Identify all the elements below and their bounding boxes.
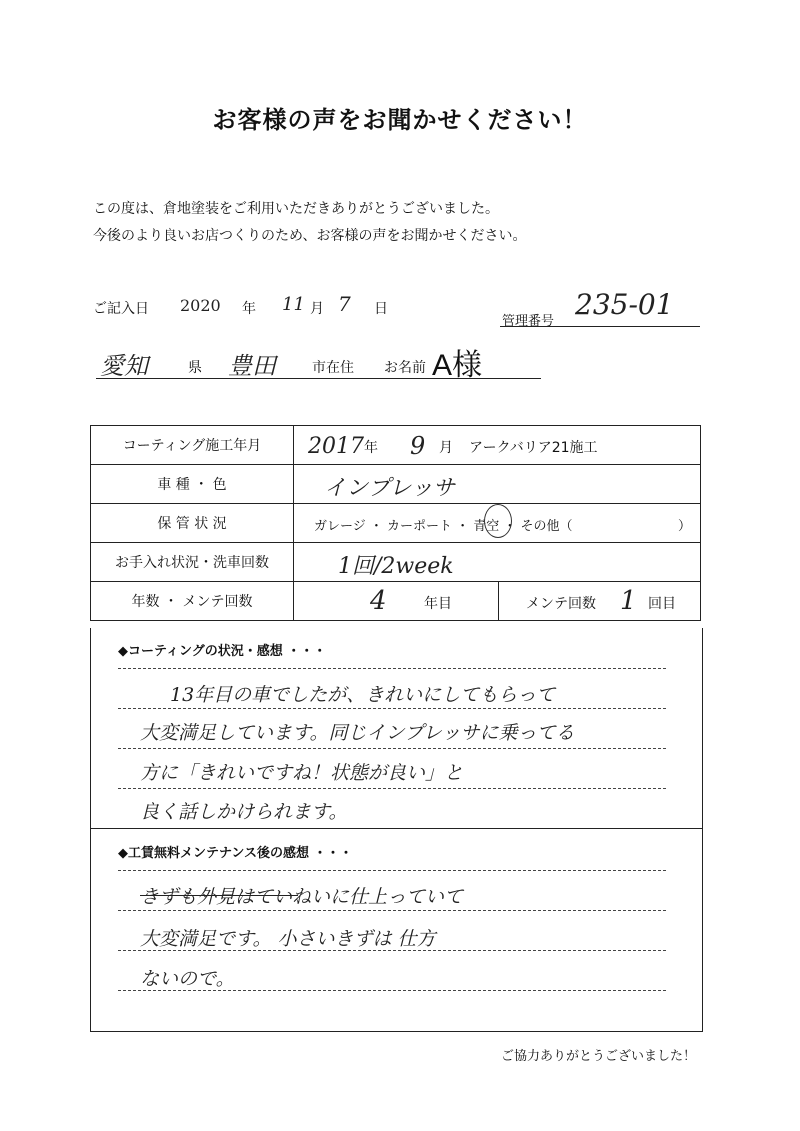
comment-maintenance-text-2: 大変満足です。 小さいきずは 仕方 [140,928,436,950]
name-value: A様 [432,349,483,382]
prefecture-value: 愛知 [100,352,148,380]
maintenance-label: メンテ回数 [526,596,596,612]
entry-year-unit: 年 [242,301,256,317]
storage-label: 保 管 状 況 [91,504,294,543]
storage-options: ガレージ ・ カーポート ・ 青空 ・ その他（ [314,519,573,534]
years-value: 4 [370,586,387,616]
vehicle-label: 車 種 ・ 色 [91,465,294,504]
care-value: 1回/2week [338,554,454,579]
coating-info-table [90,425,701,621]
row-care [91,543,701,582]
vehicle-value: インプレッサ [324,476,455,501]
row-storage [91,504,701,543]
comment-coating-text-4: 良く話しかけられます。 [140,801,348,823]
storage-close: ） [678,519,692,534]
coating-month-unit: 月 [439,440,453,456]
comment-coating-title: ◆コーティングの状況・感想 ・・・ [118,644,327,659]
name-label: お名前 [384,360,426,376]
entry-month: 11 [282,294,305,315]
entry-month-unit: 月 [310,301,324,317]
coating-month: 9 [410,432,426,460]
intro-line-1: この度は、倉地塗装をご利用いただきありがとうございました。 [93,201,499,217]
comment-coating-text-3: 方に「きれいですね！状態が良い」と [140,762,464,784]
footer-thanks: ご協力ありがとうございました！ [500,1049,696,1064]
comment-coating-line-rule-1 [118,668,666,669]
comment-maintenance-text-3: ないので。 [140,968,235,990]
coating-date-label: コーティング施工年月 [91,426,294,465]
coating-year-unit: 年 [364,440,378,456]
coating-product: アークバリア21施工 [469,440,598,456]
row-years [91,582,701,621]
storage-selected-circle [484,504,512,538]
management-value: 235-01 [575,288,674,321]
city-unit: 市在住 [312,360,354,376]
prefecture-unit: 県 [188,360,202,376]
entry-date-label: ご記入日 [93,301,149,317]
entry-day: 7 [338,292,351,316]
city-value: 豊田 [228,352,276,380]
comment-maintenance-line-rule-1 [118,870,666,871]
years-label: 年数 ・ メンテ回数 [91,582,294,621]
years-divider [498,582,499,620]
maintenance-unit: 回目 [648,596,676,612]
comment-maintenance-title: ◆工賃無料メンテナンス後の感想 ・・・ [118,846,353,861]
comment-coating-text-2: 大変満足しています。同じインプレッサに乗ってる [140,722,575,744]
comment-maintenance-line-rule-2 [118,910,666,911]
comment-coating-text-1: 13年目の車でしたが、きれいにしてもらって [170,684,556,706]
row-vehicle [91,465,701,504]
care-label: お手入れ状況・洗車回数 [91,543,294,582]
entry-year: 2020 [180,296,221,315]
comment-coating-line-rule-2 [118,708,666,709]
years-unit: 年目 [424,596,452,612]
row-coating-date [91,426,701,465]
entry-day-unit: 日 [374,301,388,317]
address-underline [96,378,541,379]
comment-coating-line-rule-4 [118,788,666,789]
intro-line-2: 今後のより良いお店つくりのため、お客様の声をお聞かせください。 [93,228,527,244]
page-title: お客様の声をお聞かせください！ [212,106,588,134]
comment-coating-line-rule-3 [118,748,666,749]
management-label: 管理番号 [502,314,555,329]
coating-year: 2017 [308,434,364,459]
strikethrough-mark [140,895,298,896]
comment-maintenance-text-1: きずも外見はていねいに仕上っていて [140,886,464,908]
maintenance-value: 1 [620,586,637,616]
